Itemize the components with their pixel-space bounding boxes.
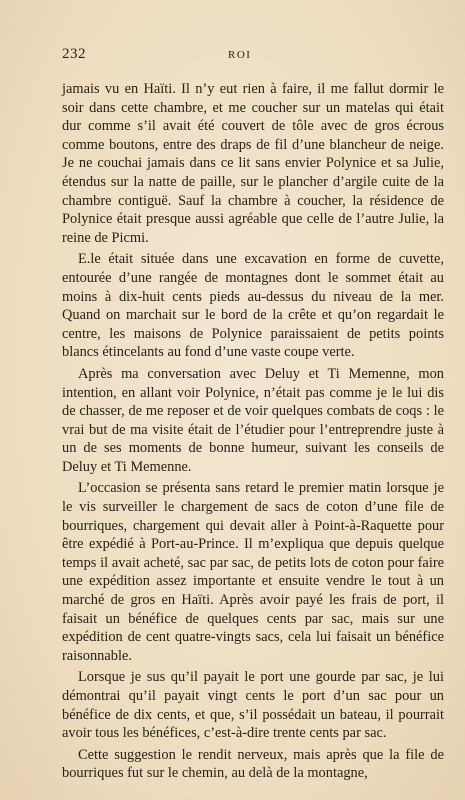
paragraph-6: Cette suggestion le rendit nerveux, mais après que la file de bourriques fut sur le chemin, au delà de la montagne, (62, 746, 444, 782)
paragraph-5: Lorsque je sus qu’il payait le port une gourde par sac, je lui démontrai qu’il payait vingt cents le port d’un sac pour un bénéfice de dix cents, et que, s’il possédait un bateau, il pourrait avoir tous les bénéfices, c’est-à-dire trente cents par sac. (62, 669, 444, 742)
page-number: 232 (62, 46, 86, 62)
body-text (62, 80, 444, 786)
paragraph-2: E.le était située dans une excavation en forme de cuvette, entourée d’une rangée de montagnes dont le sommet était au moins à dix-huit cents pieds au-dessus du niveau de la mer. Quand on marchait sur le bord de la crête et qu’on regardait le centre, les maisons de Polynice paraissaient de petits points blancs étincelants au fond d’une vaste coupe verte. (62, 251, 444, 361)
paragraph-3: Après ma conversation avec Deluy et Ti Memenne, mon intention, en allant voir Polynice, n’était pas comme je le lui dis de chasser, de me reposer et de voir quelques combats de coqs : le vrai but de ma visite était de l’étudier pour l’entreprendre juste à un de ses moments de bonne humeur, suivant les conseils de Deluy et Ti Memenne. (62, 365, 444, 475)
paragraph-1: jamais vu en Haïti. Il n’y eut rien à faire, il me fallut dormir le soir dans cette chambre, et me coucher sur un matelas qui était dur comme s’il avait été couvert de tôle avec de gros écrous comme boutons, entre des draps de fil d’une blancheur de neige. Je ne couchai jamais dans ce lit sans envier Polynice et sa Julie, étendus sur la natte de paille, sur le plancher d’argile cuite de la chambre contiguë. Sauf la chambre à coucher, la résidence de Polynice était presque aussi agréable que celle de l’autre Julie, la reine de Picmi. (62, 81, 444, 246)
paragraph-4: L’occasion se présenta sans retard le premier matin lorsque je le vis surveiller le chargement de sacs de coton d’une file de bourriques, chargement qui devait aller à Point-à-Raquette pour être expédié à Port-au-Prince. Il m’expliqua que depuis quelque temps il avait acheté, sac par sac, de petits lots de coton pour faire une expédition assez importante et ensuite vendre le tout à un marché de gros en Haïti. Après avoir payé les frais de port, il faisait un bénéfice de quelques cents par sac, mais sur une expédition de cent quatre-vingts sacs, cela lui faisait un bénéfice raisonnable. (62, 480, 444, 664)
page-header (62, 46, 444, 66)
running-head: ROI (228, 49, 252, 61)
